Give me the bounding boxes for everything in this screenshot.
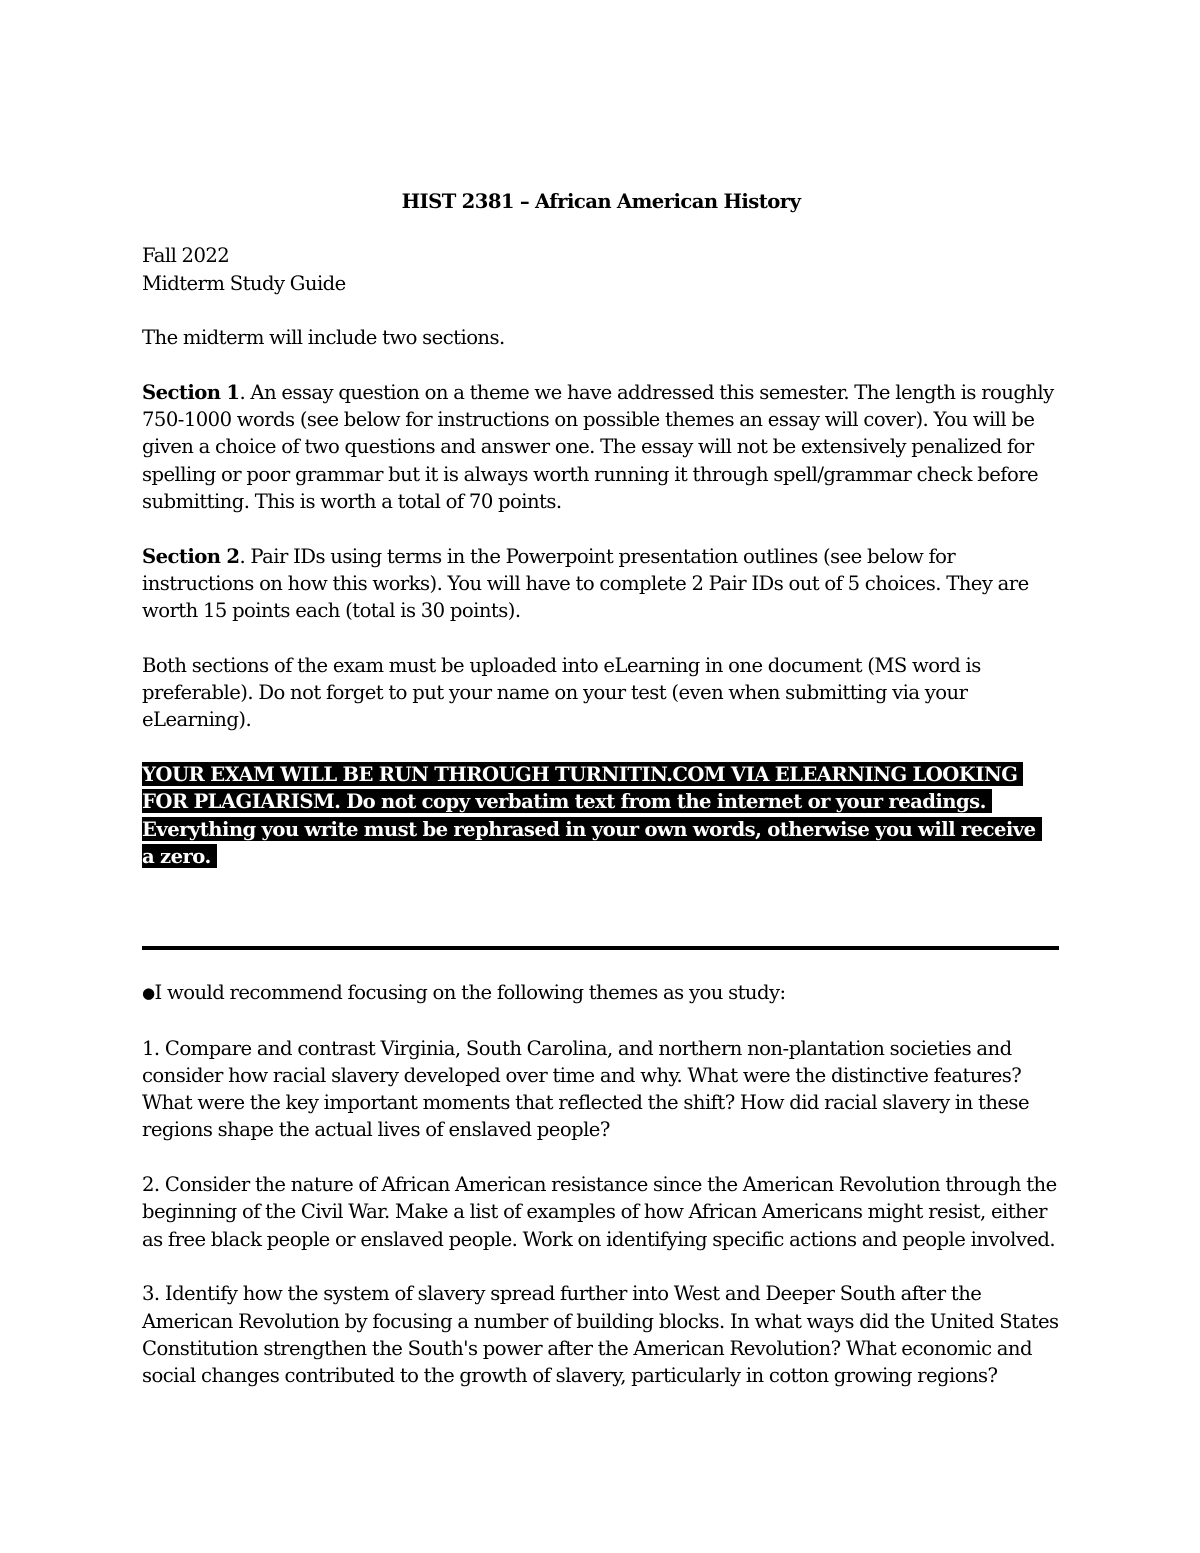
theme-item-2: 2. Consider the nature of African American resistance since the American Revolution through the beginning of the Civil War. Make a list of examples of how African Americans might resist, either as free black people or enslaved people. Work on identifying specific actions and people involved. — [142, 1173, 1057, 1251]
document-title: HIST 2381 – African American History — [401, 190, 801, 213]
plagiarism-warning — [142, 761, 1037, 870]
bullet-icon: ● — [142, 984, 155, 1002]
plagiarism-warning-text: YOUR EXAM WILL BE RUN THROUGH TURNITIN.COM VIA ELEARNING LOOKING FOR PLAGIARISM. Do not copy verbatim text from the internet or your readings. Everything you write must be rephrased in your own words, otherwise you will receive a zero. — [142, 762, 1042, 868]
themes-section — [142, 979, 1060, 1389]
section-1-label: Section 1 — [142, 380, 240, 404]
themes-intro-paragraph — [142, 979, 1060, 1007]
section-1-paragraph — [142, 379, 1060, 515]
document-body — [142, 188, 1060, 870]
upload-note-paragraph: Both sections of the exam must be uploaded into eLearning in one document (MS word is preferable). Do not forget to put your name on your test (even when submitting via your eLearning). — [142, 653, 981, 732]
theme-item-1: 1. Compare and contrast Virginia, South Carolina, and northern non-plantation societies and consider how racial slavery developed over time and why. What were the distinctive features? What were the key important moments that reflected the shift? How did racial slavery in these regions shape the actual lives of enslaved people? — [142, 1036, 1029, 1142]
section-1-text: . An essay question on a theme we have addressed this semester. The length is roughly 750-1000 words (see below for instructions on possible themes an essay will cover). You will be given a choice of two questions and answer one. The essay will not be extensively penalized for spelling or poor grammar but it is always worth running it through spell/grammar check before submitting. This is worth a total of 70 points. — [142, 380, 1054, 513]
section-2-paragraph — [142, 543, 1060, 625]
section-2-label: Section 2 — [142, 544, 240, 568]
theme-item-3: 3. Identify how the system of slavery spread further into West and Deeper South after the American Revolution by focusing a number of building blocks. In what ways did the United States Constitution strengthen the South's power after the American Revolution? What economic and social changes contributed to the growth of slavery, particularly in cotton growing regions? — [142, 1282, 1059, 1388]
section-2-text: . Pair IDs using terms in the Powerpoint presentation outlines (see below for instructions on how this works). You will have to complete 2 Pair IDs out of 5 choices. They are worth 15 points each (total is 30 points). — [142, 544, 1029, 623]
term-line: Fall 2022 — [142, 244, 230, 268]
themes-intro-text: I would recommend focusing on the following themes as you study: — [154, 981, 786, 1004]
doc-type-line: Midterm Study Guide — [142, 271, 346, 295]
intro-paragraph: The midterm will include two sections. — [142, 326, 505, 350]
horizontal-divider — [142, 946, 1059, 950]
